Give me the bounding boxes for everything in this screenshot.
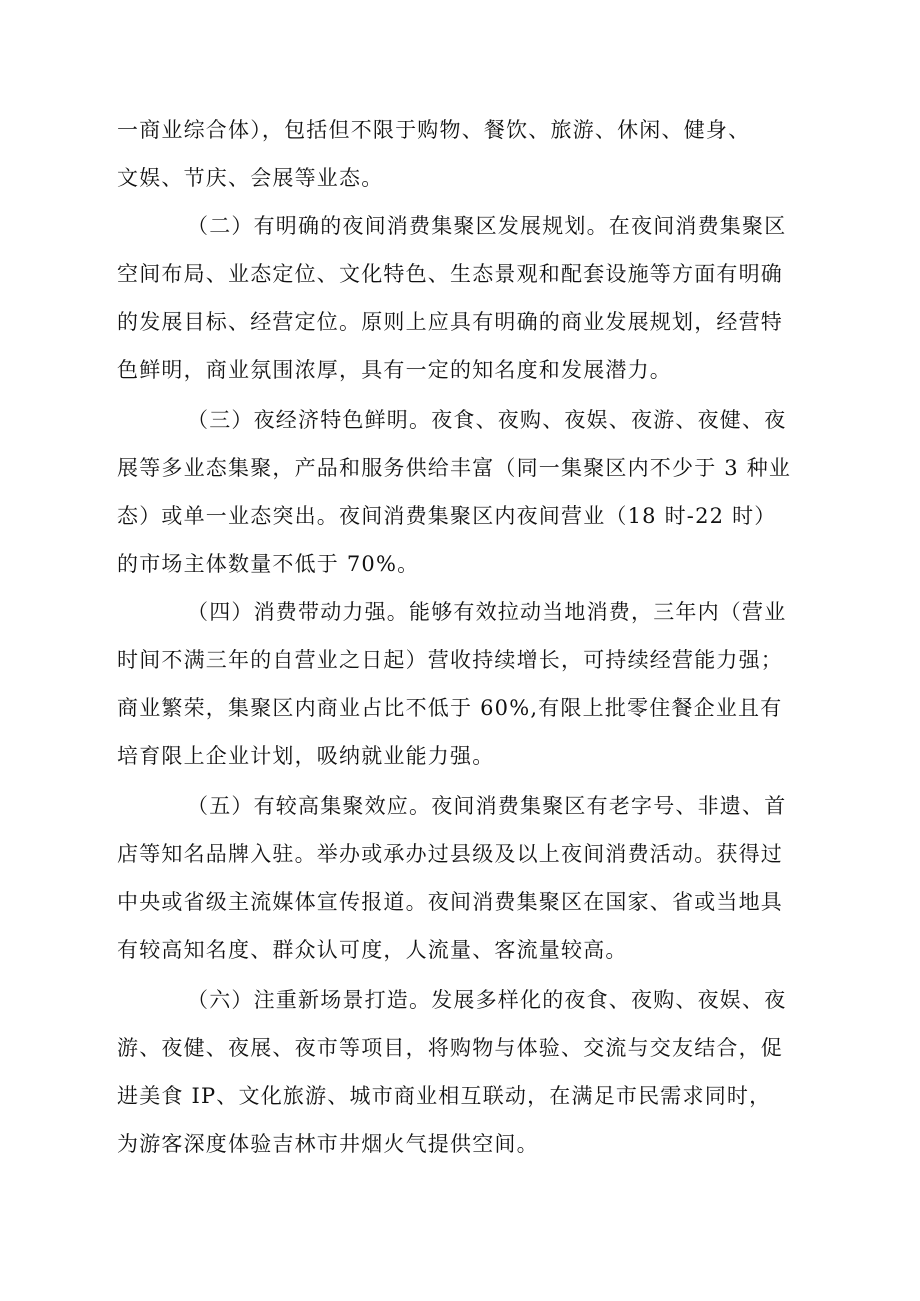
paragraph-line: 态）或单一业态突出。夜间消费集聚区内夜间营业（18 时-22 时） <box>117 504 777 528</box>
section-heading-line: （四）消费带动力强。能够有效拉动当地消费，三年内（营业 <box>187 600 787 624</box>
paragraph-line: 的市场主体数量不低于 70%。 <box>117 552 420 576</box>
section-heading-line: （二）有明确的夜间消费集聚区发展规划。在夜间消费集聚区 <box>187 214 787 238</box>
paragraph-line: 商业繁荣，集聚区内商业占比不低于 60%,有限上批零住餐企业且有 <box>117 696 783 720</box>
section-heading-line: （六）注重新场景打造。发展多样化的夜食、夜购、夜娱、夜 <box>187 988 787 1012</box>
paragraph-line: 培育限上企业计划，吸纳就业能力强。 <box>117 744 495 768</box>
paragraph-line: 进美食 IP、文化旅游、城市商业相互联动，在满足市民需求同时， <box>117 1084 772 1108</box>
section-heading-line: （三）夜经济特色鲜明。夜食、夜购、夜娱、夜游、夜健、夜 <box>187 408 787 432</box>
paragraph-line: 为游客深度体验吉林市井烟火气提供空间。 <box>117 1132 539 1156</box>
paragraph-line: 空间布局、业态定位、文化特色、生态景观和配套设施等方面有明确 <box>117 262 783 286</box>
paragraph-line: 中央或省级主流媒体宣传报道。夜间消费集聚区在国家、省或当地具 <box>117 890 783 914</box>
paragraph-line: 一商业综合体），包括但不限于购物、餐饮、旅游、休闲、健身、 <box>117 118 751 142</box>
paragraph-line: 展等多业态集聚，产品和服务供给丰富（同一集聚区内不少于 3 种业 <box>117 456 792 480</box>
paragraph-line: 色鲜明，商业氛围浓厚，具有一定的知名度和发展潜力。 <box>117 358 672 382</box>
paragraph-line: 文娱、节庆、会展等业态。 <box>117 166 384 190</box>
paragraph-line: 时间不满三年的自营业之日起）营收持续增长，可持续经营能力强； <box>117 648 783 672</box>
paragraph-line: 的发展目标、经营定位。原则上应具有明确的商业发展规划，经营特 <box>117 310 783 334</box>
paragraph-line: 店等知名品牌入驻。举办或承办过县级及以上夜间消费活动。获得过 <box>117 842 783 866</box>
paragraph-line: 有较高知名度、群众认可度，人流量、客流量较高。 <box>117 938 628 962</box>
paragraph-line: 游、夜健、夜展、夜市等项目，将购物与体验、交流与交友结合，促 <box>117 1036 783 1060</box>
section-heading-line: （五）有较高集聚效应。夜间消费集聚区有老字号、非遗、首 <box>187 794 787 818</box>
